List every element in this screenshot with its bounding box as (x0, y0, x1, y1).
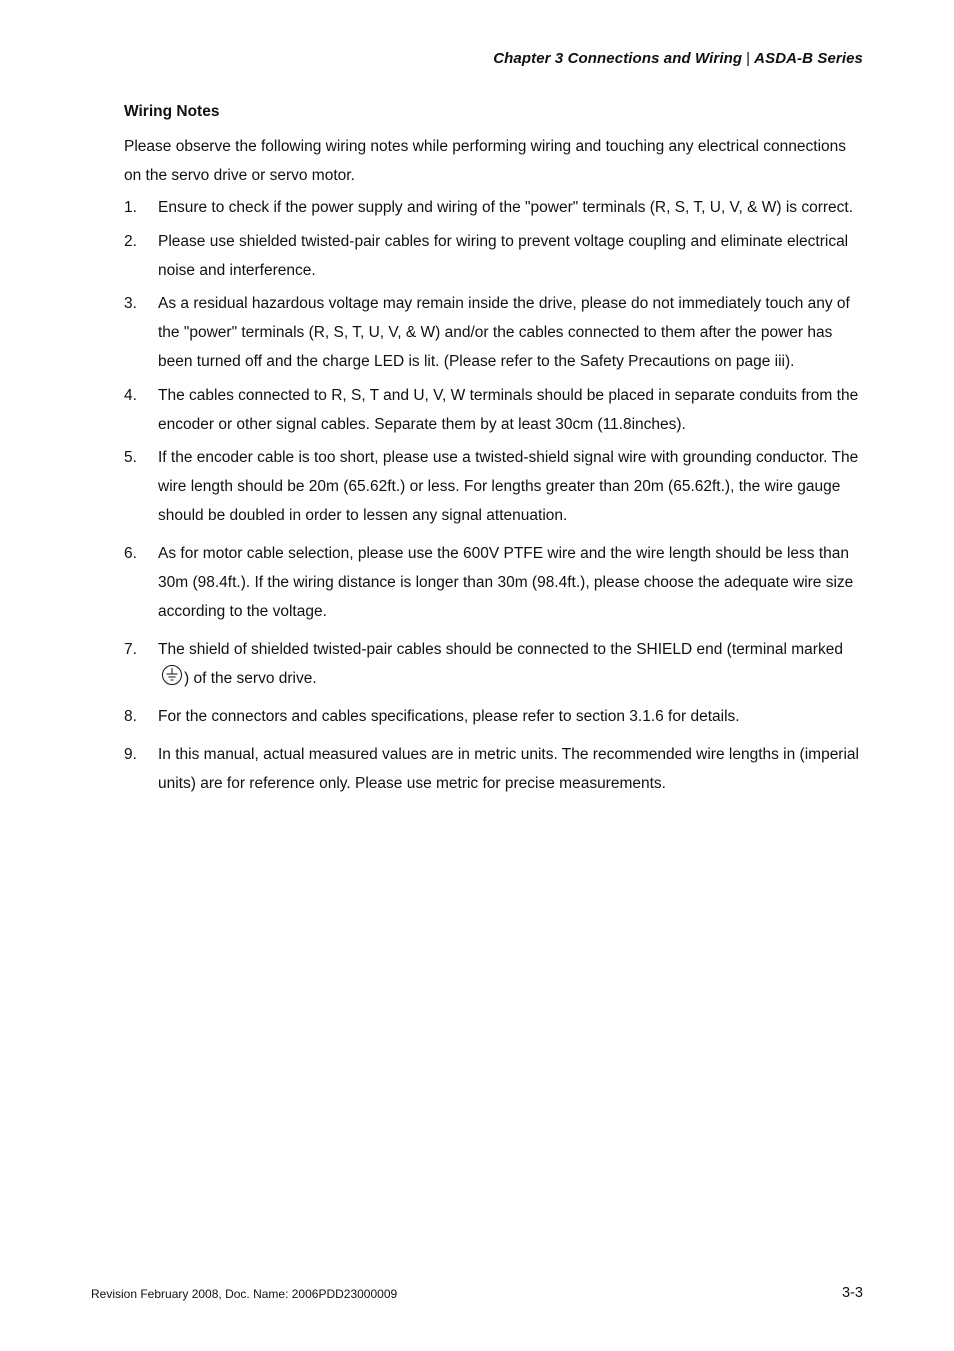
list-item-number: 3. (124, 295, 137, 312)
list-item-number: 8. (124, 708, 137, 725)
list-item (124, 539, 864, 626)
list-item (124, 193, 864, 222)
list-item-text: As a residual hazardous voltage may remain inside the drive, please do not immediately touch any of the "power" terminals (R, S, T, U, V, & W) and/or the cables connected to them after the power has been turned off and the charge LED is lit. (Please refer to the Safety Precautions on page iii). (158, 295, 850, 370)
list-item-number: 7. (124, 641, 137, 658)
list-item-text: Please use shielded twisted-pair cables for wiring to prevent voltage coupling and eliminate electrical noise and interference. (158, 232, 849, 279)
list-item-text: The cables connected to R, S, T and U, V, W terminals should be placed in separate conduits from the encoder or other signal cables. Separate them by at least 30cm (11.8inches). (158, 386, 859, 433)
list-item-text: For the connectors and cables specifications, please refer to section 3.1.6 for details. (158, 708, 740, 725)
list-item-number: 9. (124, 746, 137, 763)
list-item (124, 381, 864, 439)
list-item-number: 1. (124, 199, 137, 216)
page-number: 3-3 (842, 1285, 863, 1301)
main-content (124, 100, 864, 803)
ground-terminal-icon (161, 664, 183, 686)
revision-footer: Revision February 2008, Doc. Name: 2006PDD23000009 (91, 1287, 398, 1301)
list-item-text: If the encoder cable is too short, please use a twisted-shield signal wire with grounding conductor. The wire length should be 20m (65.62ft.) or less. For lengths greater than 20m (65.62ft.), the wire gauge should be doubled in order to lessen any signal attenuation. (158, 449, 859, 524)
list-item (124, 289, 864, 376)
list-item-text: As for motor cable selection, please use the 600V PTFE wire and the wire length should be less than 30m (98.4ft.). If the wiring distance is longer than 30m (98.4ft.), please choose the adequate wire size according to the voltage. (158, 545, 854, 620)
list-item-number: 6. (124, 545, 137, 562)
series-name: ASDA-B Series (754, 50, 863, 67)
list-item-number: 2. (124, 232, 137, 250)
list-item-text: Ensure to check if the power supply and wiring of the "power" terminals (R, S, T, U, V, & W) is correct. (158, 199, 854, 216)
intro-paragraph: Please observe the following wiring notes while performing wiring and touching any electrical connections on the servo drive or servo motor. (124, 138, 847, 184)
list-item (124, 740, 864, 798)
list-item-number: 4. (124, 386, 137, 404)
chapter-title: Chapter 3 Connections and Wiring (493, 50, 743, 67)
list-item (124, 635, 864, 693)
list-item-number: 5. (124, 449, 137, 466)
wiring-notes-list (124, 193, 864, 798)
list-item (124, 702, 864, 731)
page-header (493, 50, 863, 67)
header-separator: | (746, 50, 751, 67)
list-item-text: The shield of shielded twisted-pair cables should be connected to the SHIELD end (terminal marked (158, 641, 843, 658)
list-item-text: In this manual, actual measured values are in metric units. The recommended wire lengths in (imperial units) are for reference only. Please use metric for precise measurements. (158, 746, 859, 792)
list-item-text-continued: ) of the servo drive. (184, 670, 317, 687)
list-item (124, 443, 864, 530)
section-title: Wiring Notes (124, 103, 220, 120)
list-item (124, 227, 864, 285)
